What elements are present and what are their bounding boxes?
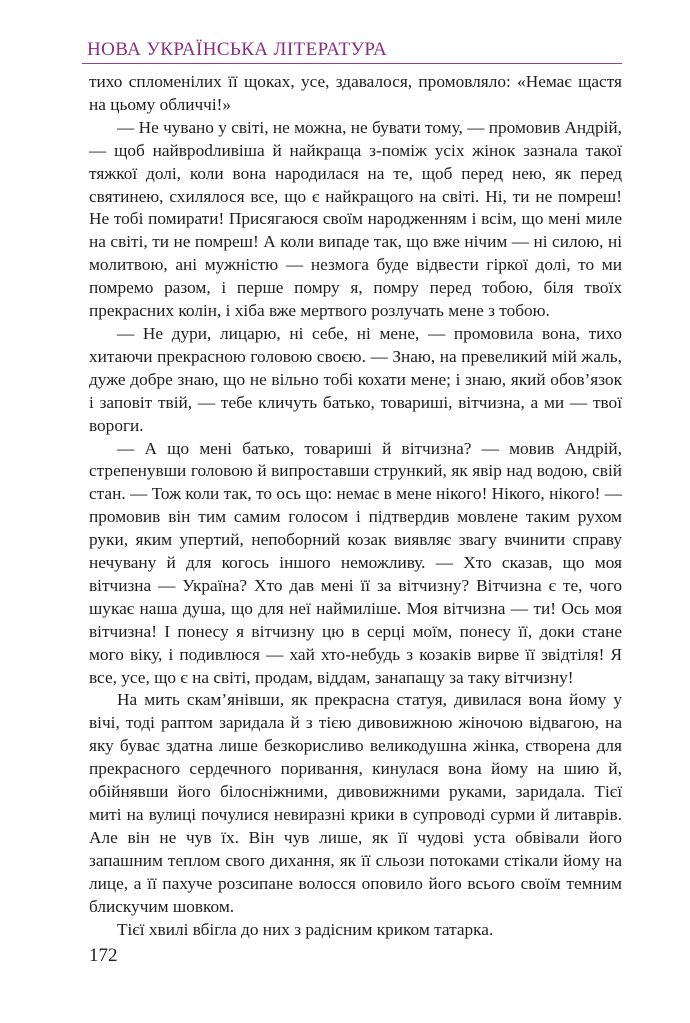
running-header [82, 38, 622, 64]
paragraph: — Не чувано у світі, не можна, не бувати тому, — промовив Андрій, — щоб найврodливіша й найкраща з-поміж усіх жінок зазнала такої тяжкої долі, коли вона народилася на те, щоб перед нею, як перед святинею, схилялося все, що є найкращого на світі. Ні, ти не помреш! Не тобі помирати! Присягаюся своїм народженням і всім, що мені миле на світі, ти не помреш! А коли випаде так, що вже нічим — ні силою, ні молитвою, ані мужністю — незмога буде відвести гіркої долі, то ми помремо разом, і перше помру я, помру перед тобою, біля твоїх прекрасних колін, і хіба вже мертвого розлучать мене з тобою. [89, 117, 622, 321]
running-header-title: НОВА УКРАЇНСЬКА ЛІТЕРАТУРА [87, 39, 388, 60]
header-divider [82, 63, 622, 64]
paragraph: На мить скам’янівши, як прекрасна статуя, дивилася вона йому у вічі, тоді раптом заридала й з тією дивовижною жіночою відвагою, на яку буває здатна лише безкорисливо великодушна жінка, створена для прекрасного сердечного поривання, кинулася вона йому на шию й, обійнявши його білосніжними, дивовижними руками, заридала. Тієї миті на вулиці почулися невиразні крики в супроводі сурми й литаврів. Але він не чув їх. Він чув лише, як її чудові уста обвівали його запашним теплом свого дихання, як її сльози потоками стікали йому на лице, а її пахуче розсипане волосся оповило його всього своїм темним блискучим шовком. [89, 690, 622, 916]
page-body [89, 71, 622, 941]
paragraph: — А що мені батько, товариші й вітчизна? — мовив Андрій, стрепенувши головою й випроставши стрункий, як явір над водою, свій стан. — Тож коли так, то ось що: немає в мене нікого! Нікого, нікого! — промовив він тим самим голосом і підтвердив мовлене таким рухом руки, яким упертий, непоборний козак виявляє звагу вчинити справу нечувану й для когось іншого неможливу. — Хто сказав, що моя вітчизна — Україна? Хто дав мені її за вітчизну? Вітчизна є те, чого шукає наша душа, що для неї наймиліше. Моя вітчизна — ти! Ось моя вітчизна! І понесу я вітчизну цю в серці моїм, понесу її, доки стане мого віку, і подивлюся — хай хто-небудь з козаків вирве її звідтіля! Я все, усе, що є на світі, продам, віддам, занапащу за таку вітчизну! [89, 438, 622, 687]
paragraph: — Не дури, лицарю, ні себе, ні мене, — промовила вона, тихо хитаючи прекрасною головою своєю. — Знаю, на превеликий мій жаль, дуже добре знаю, що не вільно тобі кохати мене; і знаю, який обов’язок і заповіт твій, — тебе кличуть батько, товариші, вітчизна, а ми — твої вороги. [89, 323, 622, 435]
paragraph: Тієї хвилі вбігла до них з радісним криком татарка. [117, 919, 494, 939]
page-number: 172 [89, 945, 118, 966]
paragraph: тихо спломенілих її щоках, усе, здавалося, промовляло: «Немає щастя на цьому обличчі!» [89, 72, 622, 114]
